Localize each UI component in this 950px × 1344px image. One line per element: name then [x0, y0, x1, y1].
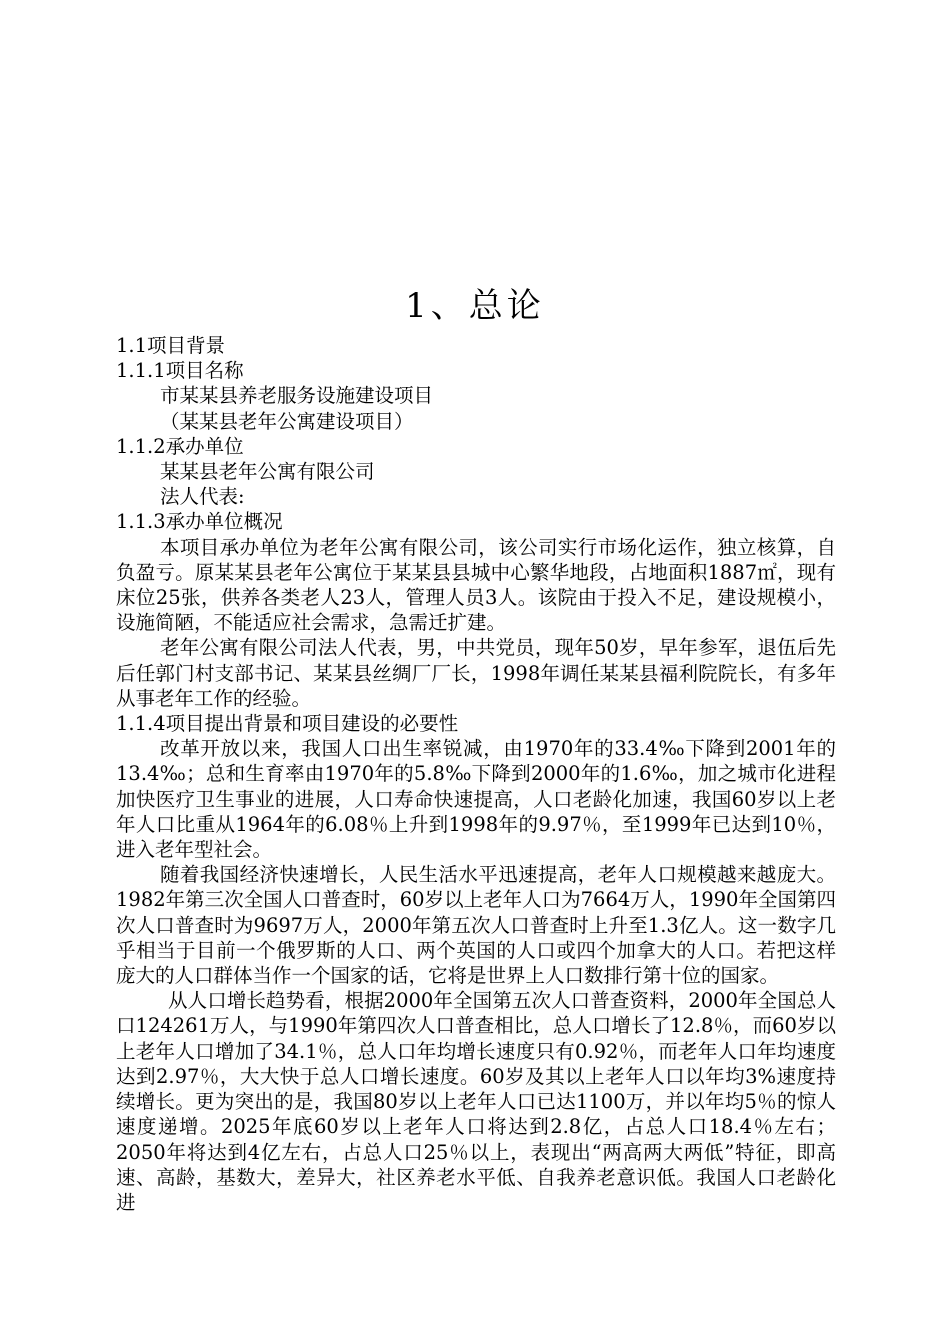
organization-name: 某某县老年公寓有限公司	[160, 460, 375, 484]
paragraph-birth-rate: 改革开放以来，我国人口出生率锐减，由1970年的33.4‰下降到2001年的13.4‰；总和生育率由1970年的5.8‰下降到2000年的1.6‰，加之城市化进程加快医疗卫生事业的进展，人口寿命快速提高，人口老龄化加速，我国60岁以上老年人口比重从1964年的6.08％上升到1998年的9.97％，至1999年已达到10％，进入老年型社会。	[116, 737, 836, 862]
paragraph-organization-overview: 本项目承办单位为老年公寓有限公司，该公司实行市场化运作，独立核算，自负盈亏。原某某县老年公寓位于某某县县城中心繁华地段，占地面积1887㎡，现有床位25张，供养各类老人23人，管理人员3人。该院由于投入不足，建设规模小，设施简陋，不能适应社会需求，急需迁扩建。	[116, 535, 836, 635]
section-heading-1-1-2: 1.1.2承办单位	[116, 434, 244, 458]
legal-representative: 法人代表:	[160, 485, 245, 509]
paragraph-elderly-population: 随着我国经济快速增长，人民生活水平迅速提高，老年人口规模越来越庞大。1982年第三次全国人口普查时，60岁以上老年人口为7664万人，1990年全国第四次人口普查时为9697万人，2000年第五次人口普查时上升至1.3亿人。这一数字几乎相当于目前一个俄罗斯的人口、两个英国的人口或四个加拿大的人口。若把这样庞大的人口群体当作一个国家的话，它将是世界上人口数排行第十位的国家。	[116, 863, 836, 988]
page-title: 1、总论	[405, 286, 545, 326]
project-name-alt: （某某县老年公寓建设项目）	[160, 409, 414, 433]
project-name: 市某某县养老服务设施建设项目	[160, 384, 434, 408]
section-heading-1-1-3: 1.1.3承办单位概况	[116, 510, 283, 534]
document-body	[116, 333, 836, 1215]
paragraph-legal-rep-profile: 老年公寓有限公司法人代表，男，中共党员，现年50岁，早年参军，退伍后先后任郭门村支部书记、某某县丝绸厂厂长，1998年调任某某县福利院院长，有多年从事老年工作的经验。	[116, 636, 836, 710]
section-heading-1-1-4: 1.1.4项目提出背景和项目建设的必要性	[116, 712, 459, 736]
paragraph-growth-trend: 从人口增长趋势看，根据2000年全国第五次人口普查资料，2000年全国总人口124261万人，与1990年第四次人口普查相比，总人口增长了12.8％，而60岁以上老年人口增加了34.1％，总人口年均增长速度只有0.92％，而老年人口年均速度达到2.97％，大大快于总人口增长速度。60岁及其以上老年人口以年均3%速度持续增长。更为突出的是，我国80岁以上老年人口已达1100万，并以年均5％的惊人速度递增。2025年底60岁以上老年人口将达到2.8亿，占总人口18.4％左右；2050年将达到4亿左右，占总人口25％以上，表现出“两高两大两低”特征，即高速、高龄，基数大，差异大，社区养老水平低、自我养老意识低。我国人口老龄化进	[116, 989, 836, 1214]
section-heading-1-1: 1.1项目背景	[116, 334, 226, 357]
section-heading-1-1-1: 1.1.1项目名称	[116, 359, 244, 383]
